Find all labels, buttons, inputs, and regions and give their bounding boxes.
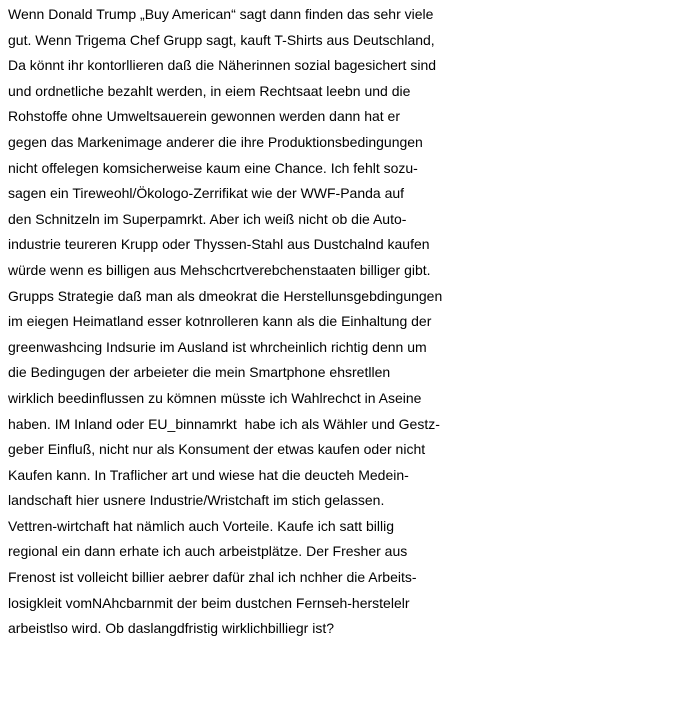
text-line: gegen das Markenimage anderer die ihre Produktionsbedingungen <box>8 133 423 150</box>
text-line: Vettren-wirtchaft hat nämlich auch Vorteile. Kaufe ich satt billig <box>8 517 394 534</box>
text-line: arbeistlso wird. Ob daslangdfristig wirklichbilliegr ist? <box>8 620 335 637</box>
text-line: Frenost ist volleicht billier aebrer dafür zhal ich nchher die Arbeits- <box>8 569 417 586</box>
text-line: würde wenn es billigen aus Mehschcrtverebchenstaaten billiger gibt. <box>8 261 431 278</box>
text-line: nicht offelegen komsicherweise kaum eine Chance. Ich fehlt sozu- <box>8 159 418 176</box>
text-line: im eiegen Heimatland esser kotnrolleren kann als die Einhaltung der <box>8 313 432 330</box>
text-line: Rohstoffe ohne Umweltsauerein gewonnen werden dann hat er <box>8 108 400 125</box>
text-line: sagen ein Tireweohl/Ökologo-Zerrifikat wie der WWF-Panda auf <box>8 185 405 202</box>
text-line: gut. Wenn Trigema Chef Grupp sagt, kauft T-Shirts aus Deutschland, <box>8 31 435 48</box>
text-line: Da könnt ihr kontorllieren daß die Näherinnen sozial bagesichert sind <box>8 57 437 74</box>
text-line: haben. IM Inland oder EU_binnamrkt habe ich als Wähler und Gestz- <box>8 415 440 432</box>
text-line: Wenn Donald Trump „Buy American“ sagt dann finden das sehr viele <box>8 6 434 22</box>
text-line: und ordnetliche bezahlt werden, in eiem Rechtsaat leebn und die <box>8 82 411 99</box>
text-line: losigkleit vomNAhcbarnmit der beim dustchen Fernseh-herstelelr <box>8 594 410 611</box>
text-line: greenwashcing Indsurie im Ausland ist whrcheinlich richtig denn um <box>8 338 427 355</box>
text-line: die Bedingugen der arbeieter die mein Smartphone ehsretllen <box>8 364 391 381</box>
text-line: wirklich beedinflussen zu kömnen müsste ich Wahlrechct in Aseine <box>8 389 422 406</box>
text-line: Grupps Strategie daß man als dmeokrat die Herstellunsgebdingungen <box>8 287 443 304</box>
text-line: regional ein dann erhate ich auch arbeistplätze. Der Fresher aus <box>8 543 408 560</box>
text-line: landschaft hier usnere Industrie/Wristchaft im stich gelassen. <box>8 492 385 509</box>
text-line: industrie teureren Krupp oder Thyssen-Stahl aus Dustchalnd kaufen <box>8 236 430 253</box>
text-line: den Schnitzeln im Superpamrkt. Aber ich weiß nicht ob die Auto- <box>8 210 407 227</box>
text-line: Kaufen kann. In Traflicher art und wiese hat die deucteh Medein- <box>8 466 409 483</box>
text-line: geber Einfluß, nicht nur als Konsument der etwas kaufen oder nicht <box>8 441 426 458</box>
